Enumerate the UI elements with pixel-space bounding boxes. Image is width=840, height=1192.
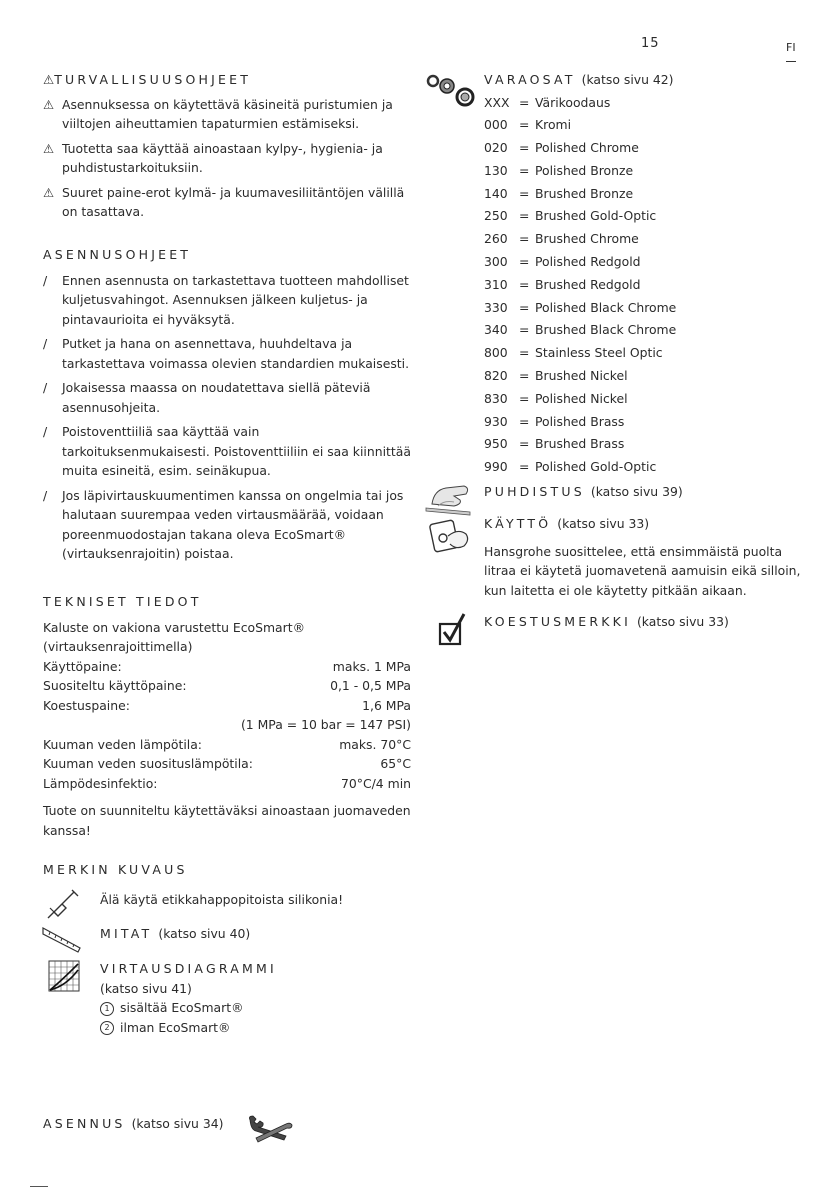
equals-sign: = [519, 162, 530, 178]
flow-diagram-block [100, 959, 400, 1037]
spare-part-row [484, 183, 784, 206]
cleaning-hand-icon [424, 482, 474, 516]
finish-name: Brushed Bronze [535, 185, 634, 201]
color-code: 830 [484, 390, 508, 406]
slash-marker: / [43, 487, 48, 503]
silicone-warning: Älä käytä etikkahappopitoista silikonia! [100, 892, 344, 907]
equals-sign: = [519, 299, 530, 315]
cleaning-row [484, 482, 683, 502]
dimensions-title: MITAT [100, 926, 153, 941]
finish-name: Polished Brass [535, 413, 625, 429]
tech-row: Kuuman veden lämpötila: maks. 70°C [43, 736, 411, 752]
color-code: 330 [484, 299, 508, 315]
test-mark-title: KOESTUSMERKKI [484, 614, 631, 629]
tech-note: Tuote on suunniteltu käytettäväksi ainoastaan juomaveden kanssa! [43, 803, 411, 838]
spare-part-row [484, 365, 784, 388]
slash-marker: / [43, 336, 48, 351]
spare-parts-header [484, 70, 784, 90]
color-code: 930 [484, 413, 508, 429]
equals-sign: = [519, 94, 530, 110]
tech-row: Lämpödesinfektio: 70°C/4 min [43, 775, 411, 791]
finish-name: Stainless Steel Optic [535, 345, 663, 361]
color-code: 800 [484, 345, 508, 361]
instruction-item: / Putket ja hana on asennettava, huuhdeltava ja tarkastettava voimassa olevien standardien mukaisesti. [43, 336, 410, 371]
language-label: FI [786, 38, 796, 62]
silicone-gun-icon [44, 886, 84, 922]
finish-name: Polished Redgold [535, 254, 641, 270]
finish-name: Polished Black Chrome [535, 299, 677, 315]
finish-name: Polished Nickel [535, 390, 628, 406]
assembly-ref: (katso sivu 34) [131, 1116, 224, 1131]
hand-handle-icon [428, 514, 472, 554]
instruction-item: / Ennen asennusta on tarkastettava tuotteen mahdolliset kuljetusvahingot. Asennuksen jälkeen kuljetus- ja pintavaurioita ei hyväksytä. [43, 272, 409, 327]
slash-marker: / [43, 424, 48, 439]
usage-header [484, 514, 804, 534]
finish-name: Polished Chrome [535, 140, 639, 156]
spare-part-row [484, 319, 784, 342]
color-code: 000 [484, 117, 508, 133]
finish-name: Polished Bronze [535, 162, 634, 178]
dimensions-ref: (katso sivu 40) [158, 926, 251, 941]
spare-part-row [484, 251, 784, 274]
cleaning-ref: (katso sivu 39) [590, 484, 683, 499]
flow-diagram-title: VIRTAUSDIAGRAMMI [100, 961, 277, 976]
spare-parts-section [484, 70, 784, 479]
spare-part-row [484, 297, 784, 320]
equals-sign: = [519, 185, 530, 201]
checkbox-checked-icon [438, 612, 466, 648]
equals-sign: = [519, 140, 530, 156]
tech-row: (1 MPa = 10 bar = 147 PSI) [240, 717, 411, 732]
equals-sign: = [519, 413, 530, 429]
install-instructions-heading: ASENNUSOHJEET [43, 247, 192, 262]
finish-name: Brushed Nickel [535, 368, 628, 384]
color-code: 820 [484, 368, 508, 384]
equals-sign: = [519, 208, 530, 224]
flow-diagram-icon [48, 960, 80, 992]
usage-text: Hansgrohe suosittelee, että ensimmäistä puolta litraa ei käytetä juomavetenä aamuisin eikä silloin, kun laitetta ei ole käytetty pitkään aikaan. [484, 543, 801, 598]
equals-sign: = [519, 276, 530, 292]
safety-section [43, 70, 411, 222]
safety-item: ⚠ Suuret paine-erot kylmä- ja kuumavesiliitäntöjen välillä on tasattava. [43, 184, 405, 219]
color-code: 130 [484, 162, 508, 178]
spare-part-row [484, 92, 784, 115]
spare-part-row [484, 411, 784, 434]
test-mark-ref: (katso sivu 33) [636, 614, 729, 629]
spare-part-row [484, 205, 784, 228]
tech-row: Kuuman veden suosituslämpötila: 65°C [43, 756, 411, 771]
usage-ref: (katso sivu 33) [557, 516, 650, 531]
spare-part-row [484, 342, 784, 365]
equals-sign: = [519, 231, 530, 247]
tech-row: Koestuspaine: 1,6 MPa [43, 697, 411, 713]
dimensions-row [100, 924, 250, 944]
tech-row: Suositeltu käyttöpaine: 0,1 - 0,5 MPa [43, 678, 411, 693]
spare-part-row [484, 160, 784, 183]
wrench-icon [246, 1114, 294, 1144]
spare-parts-list [484, 92, 784, 480]
equals-sign: = [519, 390, 530, 406]
color-code: 250 [484, 208, 508, 224]
tech-heading: TEKNISET TIEDOT [43, 594, 202, 609]
spare-part-row [484, 433, 784, 456]
finish-name: Brushed Gold-Optic [535, 208, 657, 224]
warning-icon: ⚠ [43, 184, 55, 200]
spare-part-row [484, 137, 784, 160]
spare-parts-icon [425, 72, 477, 108]
spare-part-row [484, 114, 784, 137]
color-code: XXX [484, 94, 510, 110]
assembly-title: ASENNUS [43, 1116, 126, 1131]
equals-sign: = [519, 322, 530, 338]
color-code: 990 [484, 459, 508, 475]
color-code: 020 [484, 140, 508, 156]
usage-title: KÄYTTÖ [484, 516, 552, 531]
circled-number: 2 [100, 1021, 114, 1035]
finish-name: Brushed Brass [535, 436, 625, 452]
safety-item: ⚠ Tuotetta saa käyttää ainoastaan kylpy-, hygienia- ja puhdistustarkoituksiin. [43, 140, 383, 175]
tech-section [43, 592, 411, 840]
equals-sign: = [519, 117, 530, 133]
spare-part-row [484, 456, 784, 479]
spare-part-row [484, 388, 784, 411]
tech-table [43, 657, 411, 794]
color-code: 140 [484, 185, 508, 201]
cleaning-title: PUHDISTUS [484, 484, 585, 499]
equals-sign: = [519, 345, 530, 361]
equals-sign: = [519, 368, 530, 384]
color-code: 300 [484, 254, 508, 270]
equals-sign: = [519, 254, 530, 270]
safety-heading: ⚠TURVALLISUUSOHJEET [43, 72, 252, 87]
spare-part-row [484, 228, 784, 251]
finish-name: Brushed Black Chrome [535, 322, 677, 338]
test-mark-row [484, 612, 729, 632]
finish-name: Polished Gold-Optic [535, 459, 657, 475]
finish-name: Kromi [535, 117, 572, 133]
finish-name: Brushed Redgold [535, 276, 641, 292]
instruction-item: / Jos läpivirtauskuumentimen kanssa on ongelmia tai jos halutaan suurempaa veden virtausmäärää, voidaan poreenmuodostajan takana oleva EcoSmart® (virtauksenrajoitin) poistaa. [43, 487, 404, 561]
circled-number: 1 [100, 1002, 114, 1016]
warning-icon: ⚠ [43, 140, 55, 156]
instruction-item: / Jokaisessa maassa on noudatettava siellä päteviä asennusohjeita. [43, 380, 371, 415]
ruler-icon [42, 924, 82, 954]
spare-part-row [484, 274, 784, 297]
flow-option-2: 2 ilman EcoSmart® [100, 1018, 400, 1038]
tech-row: Käyttöpaine: maks. 1 MPa [43, 658, 411, 674]
color-code: 310 [484, 276, 508, 292]
finish-name: Brushed Chrome [535, 231, 639, 247]
symbols-heading: MERKIN KUVAUS [43, 862, 188, 877]
assembly-row [43, 1114, 223, 1134]
color-code: 950 [484, 436, 508, 452]
install-instructions-section [43, 245, 411, 564]
safety-item: ⚠ Asennuksessa on käytettävä käsineitä puristumien ja viiltojen aiheuttamien tapaturmien estämiseksi. [43, 96, 393, 131]
warning-icon: ⚠ [43, 72, 55, 87]
equals-sign: = [519, 459, 530, 475]
slash-marker: / [43, 380, 48, 395]
color-code: 260 [484, 231, 508, 247]
flow-diagram-ref: (katso sivu 41) [100, 980, 192, 996]
color-code: 340 [484, 322, 508, 338]
warning-icon: ⚠ [43, 96, 55, 112]
tech-intro: Kaluste on vakiona varustettu EcoSmart® (virtauksenrajoittimella) [43, 619, 305, 654]
equals-sign: = [519, 436, 530, 452]
spare-parts-ref: (katso sivu 42) [581, 72, 674, 87]
page-number: 15 [641, 36, 660, 51]
page-edge-mark [30, 1186, 48, 1187]
flow-option-1: 1 sisältää EcoSmart® [100, 998, 400, 1018]
finish-name: Värikoodaus [535, 94, 611, 110]
usage-section [484, 514, 804, 600]
instruction-item: / Poistoventtiiliä saa käyttää vain tarkoituksenmukaisesti. Poistoventtiiliin ei saa kiinnittää muita esineitä, esim. seinäkupua. [43, 424, 411, 478]
slash-marker: / [43, 272, 48, 288]
spare-parts-title: VARAOSAT [484, 72, 576, 87]
